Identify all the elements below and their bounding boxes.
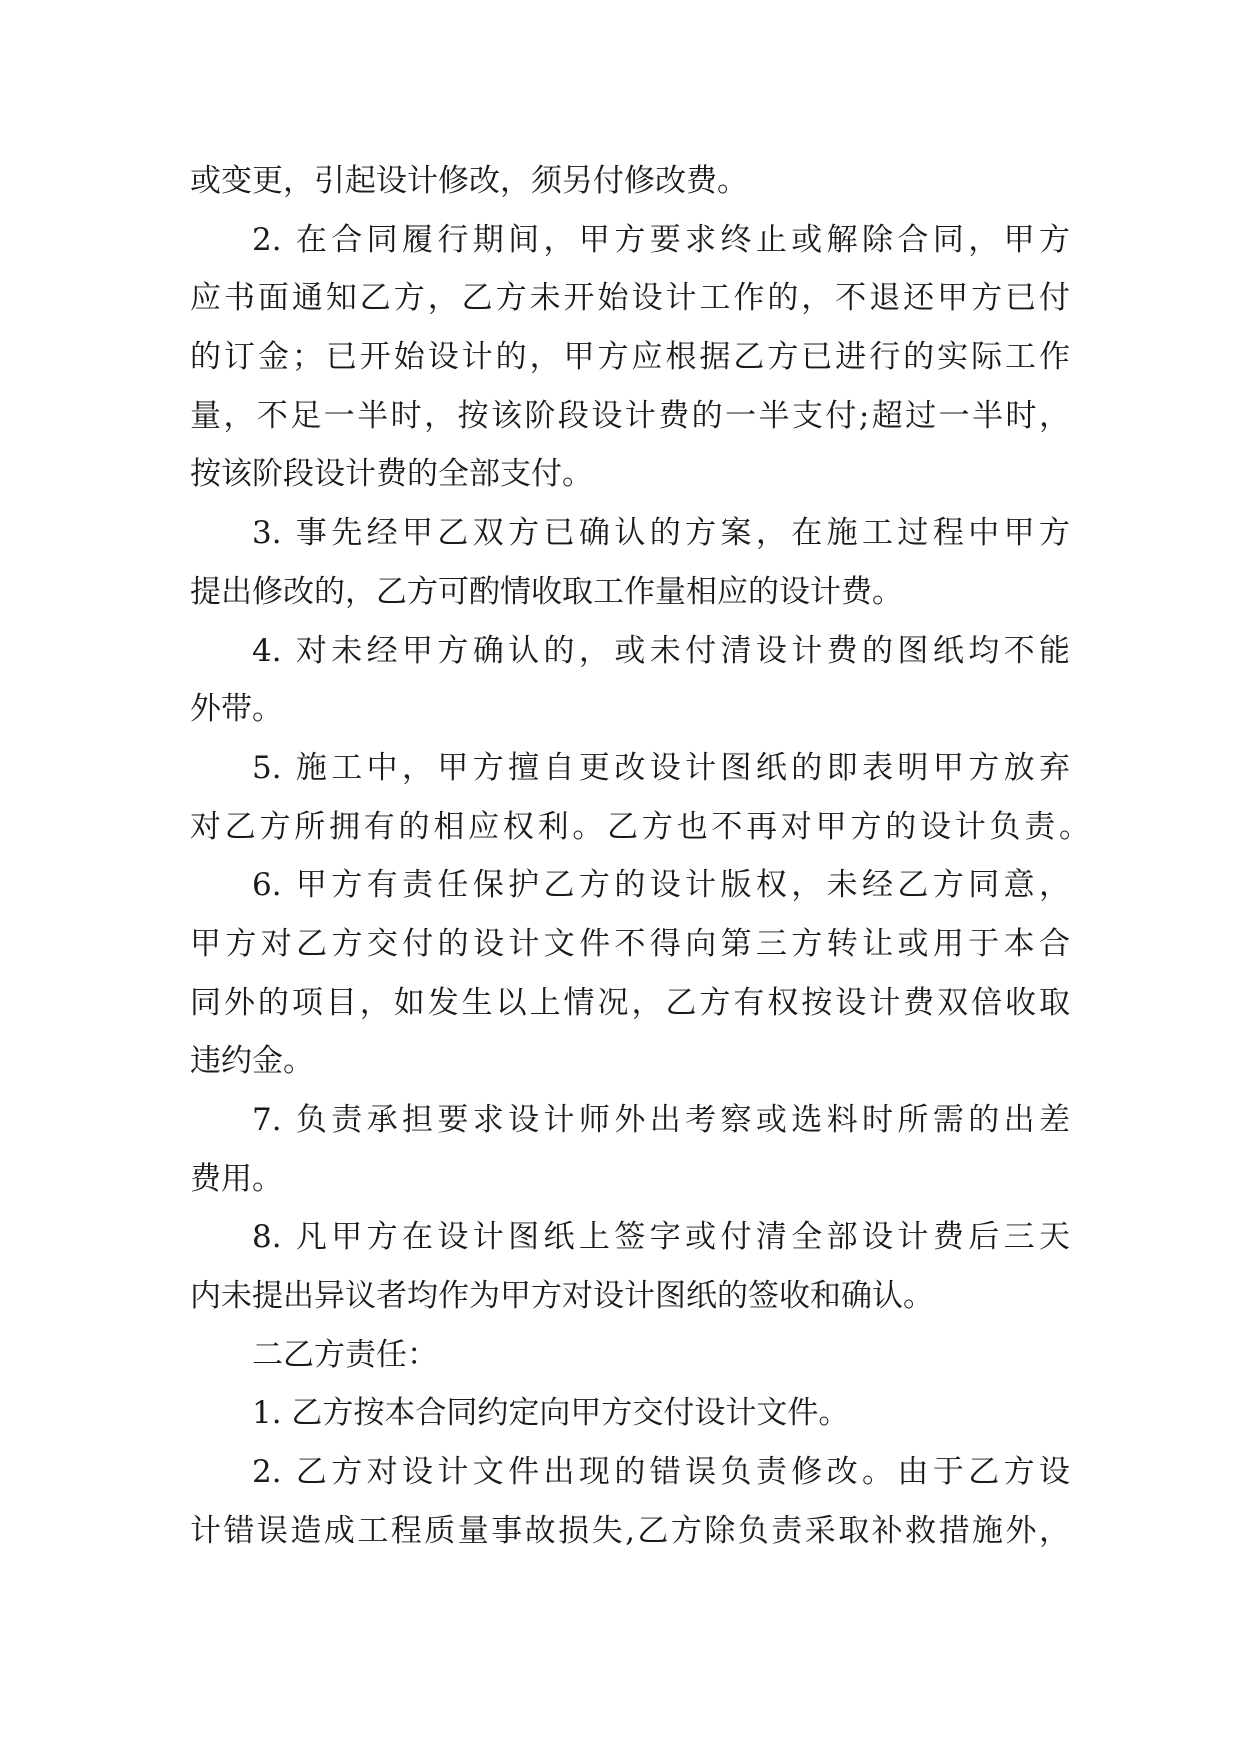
text-line: 甲方对乙方交付的设计文件不得向第三方转让或用于本合 <box>190 925 1070 962</box>
text-line: 2. 在合同履行期间，甲方要求终止或解除合同，甲方 <box>252 221 1070 258</box>
text-line: 应书面通知乙方，乙方未开始设计工作的，不退还甲方已付 <box>190 280 1070 317</box>
text-line: 3. 事先经甲乙双方已确认的方案，在施工过程中甲方 <box>252 515 1070 552</box>
text-line: 按该阶段设计费的全部支付。 <box>190 456 593 493</box>
text-line: 违约金。 <box>190 1043 314 1080</box>
text-line: 8. 凡甲方在设计图纸上签字或付清全部设计费后三天 <box>252 1219 1070 1256</box>
text-line: 对乙方所拥有的相应权利。乙方也不再对甲方的设计负责。 <box>190 808 1090 845</box>
text-line: 提出修改的，乙方可酌情收取工作量相应的设计费。 <box>190 573 903 610</box>
text-line: 7. 负责承担要求设计师外出考察或选料时所需的出差 <box>252 1102 1070 1138</box>
text-line: 5. 施工中，甲方擅自更改设计图纸的即表明甲方放弃 <box>252 749 1070 786</box>
text-line: 的订金；已开始设计的，甲方应根据乙方已进行的实际工作 <box>190 339 1070 376</box>
text-line: 计错误造成工程质量事故损失,乙方除负责采取补救措施外， <box>190 1512 1070 1549</box>
text-line: 6. 甲方有责任保护乙方的设计版权，未经乙方同意， <box>252 867 1070 904</box>
text-line: 量，不足一半时，按该阶段设计费的一半支付;超过一半时， <box>190 397 1070 434</box>
section-heading: 二乙方责任： <box>252 1336 438 1373</box>
document-body <box>190 152 1090 1561</box>
text-line: 2. 乙方对设计文件出现的错误负责修改。由于乙方设 <box>252 1454 1070 1491</box>
text-line: 内未提出异议者均作为甲方对设计图纸的签收和确认。 <box>190 1278 934 1315</box>
text-line: 或变更，引起设计修改，须另付修改费。 <box>190 163 748 199</box>
text-line: 1. 乙方按本合同约定向甲方交付设计文件。 <box>252 1395 850 1432</box>
text-line: 外带。 <box>190 691 283 728</box>
text-line: 同外的项目，如发生以上情况，乙方有权按设计费双倍收取 <box>190 984 1070 1021</box>
text-line: 4. 对未经甲方确认的，或未付清设计费的图纸均不能 <box>252 632 1070 669</box>
text-line: 费用。 <box>190 1160 283 1197</box>
